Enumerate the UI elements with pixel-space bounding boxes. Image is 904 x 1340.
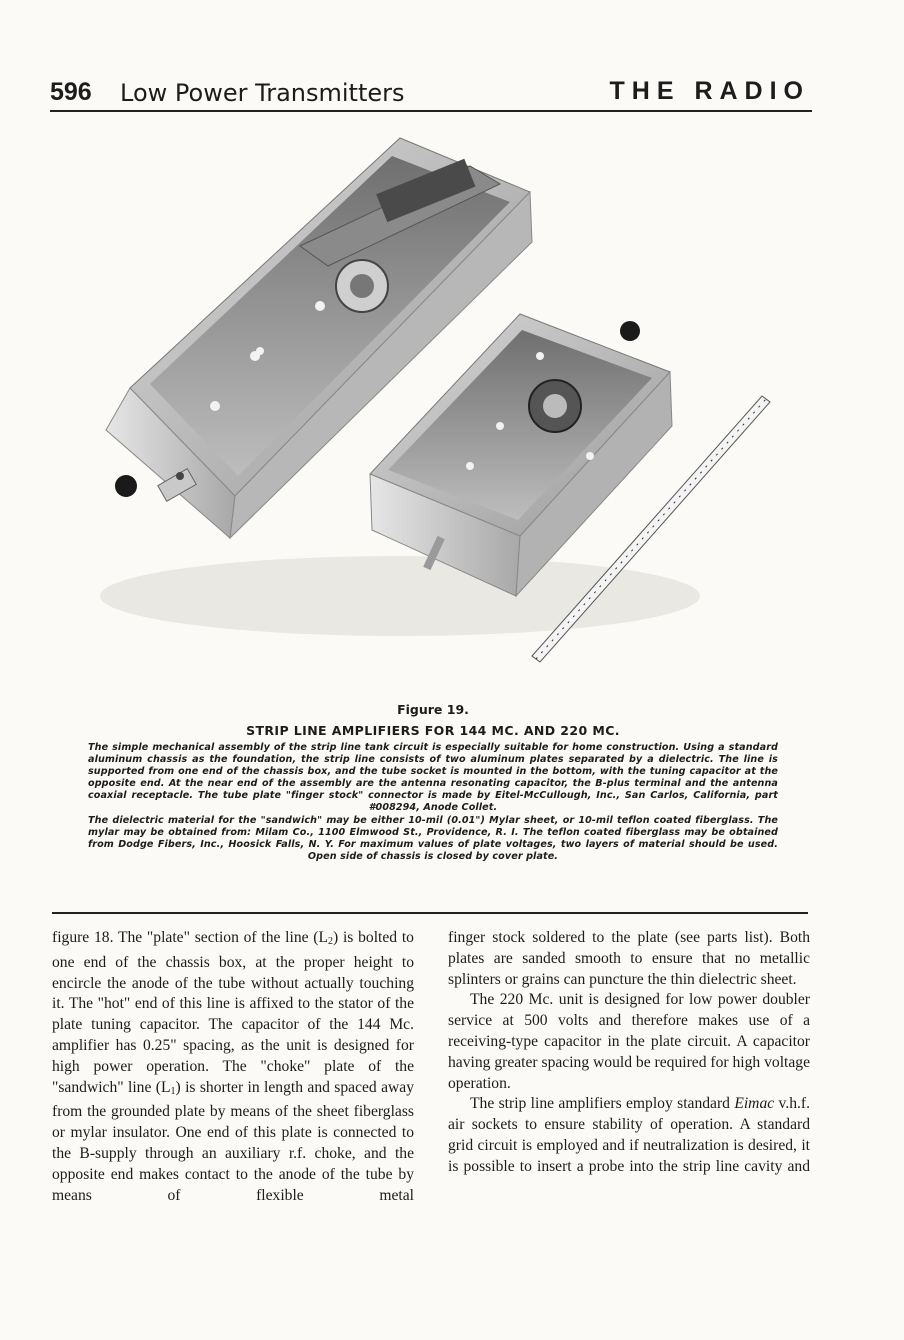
- section-title: Low Power Transmitters: [120, 79, 405, 107]
- page-number: 596: [50, 78, 92, 106]
- subscript: 2: [328, 936, 334, 947]
- figure-label: Figure 19.: [397, 702, 469, 717]
- text-column-left: [52, 928, 414, 1206]
- text-run: The strip line amplifiers employ standard: [470, 1095, 735, 1113]
- text-run: v.h.f. air sockets to ensure stability of operation. A standard grid circuit is employed and if neutralization is desired, it is possible to insert a probe into the strip line cavity and: [448, 1095, 810, 1175]
- caption-paragraph-2: The dielectric material for the "sandwich" may be either 10-mil (0.01") Mylar sheet, or 10-mil teflon coated fiberglass. The mylar may be obtained from: Milam Co., 1100 Elmwood St., Providence, R. I. The teflon coated fiberglass may be obtained from Dodge Fibers, Inc., Hoosick Falls, N. Y. For maximum values of plate voltages, two layers of material should be used. Open side of chassis is closed by cover plate.: [88, 814, 778, 862]
- figure-caption: [88, 702, 778, 863]
- caption-paragraph-1: The simple mechanical assembly of the strip line tank circuit is especially suitable for home construction. Using a standard aluminum chassis as the foundation, the strip line consists of two aluminum plates separated by a dielectric. The line is supported from one end of the chassis box, and the tube socket is mounted in the bottom, with the tuning capacitor at the opposite end. At the near end of the assembly are the antenna resonating capacitor, the B-plus terminal and the antenna coaxial receptacle. The tube plate "finger stock" connector is made by Eitel-McCullough, Inc., San Carlos, California, part #008294, Anode Collet.: [88, 742, 778, 814]
- body-paragraph: [52, 928, 414, 1206]
- text-run: figure 18. The "plate" section of the line (L: [52, 929, 329, 946]
- text-column-right: [448, 928, 810, 1178]
- figure-title: STRIP LINE AMPLIFIERS FOR 144 MC. AND 220 MC.: [246, 723, 620, 738]
- body-paragraph: [448, 1094, 810, 1177]
- text-run: ) is shorter in length and spaced away from the grounded plate by means of the sheet fiberglass or mylar insulator. One end of this plate is connected to the B-supply through an auxiliary r.f. choke, and the opposite end makes contact to the anode of the tube by means of flexible metal: [52, 1078, 414, 1204]
- running-header: [50, 74, 812, 112]
- book-title: THE RADIO: [609, 77, 810, 105]
- body-paragraph: finger stock soldered to the plate (see parts list). Both plates are sanded smooth to ensure that no metallic splinters or grains can puncture the thin dielectric sheet.: [448, 929, 810, 988]
- text-run: ) is bolted to one end of the chassis box, at the proper height to encircle the anode of the tube without actually touching it. The "hot" end of this line is affixed to the stator of the plate tuning capacitor. The capacitor of the 144 Mc. amplifier has 0.25" spacing, as the unit is designed for high power operation. The "choke" plate of the "sandwich" line (L: [52, 929, 414, 1096]
- divider-rule: [52, 912, 808, 914]
- subscript: 1: [170, 1085, 176, 1097]
- body-paragraph: The 220 Mc. unit is designed for low power doubler service at 500 volts and therefore makes use of a receiving-type capacitor in the plate circuit. A capacitor having greater spacing would be required for high voltage operation.: [448, 991, 810, 1092]
- figure-photo: [70, 126, 800, 696]
- brand-name: Eimac: [734, 1095, 775, 1113]
